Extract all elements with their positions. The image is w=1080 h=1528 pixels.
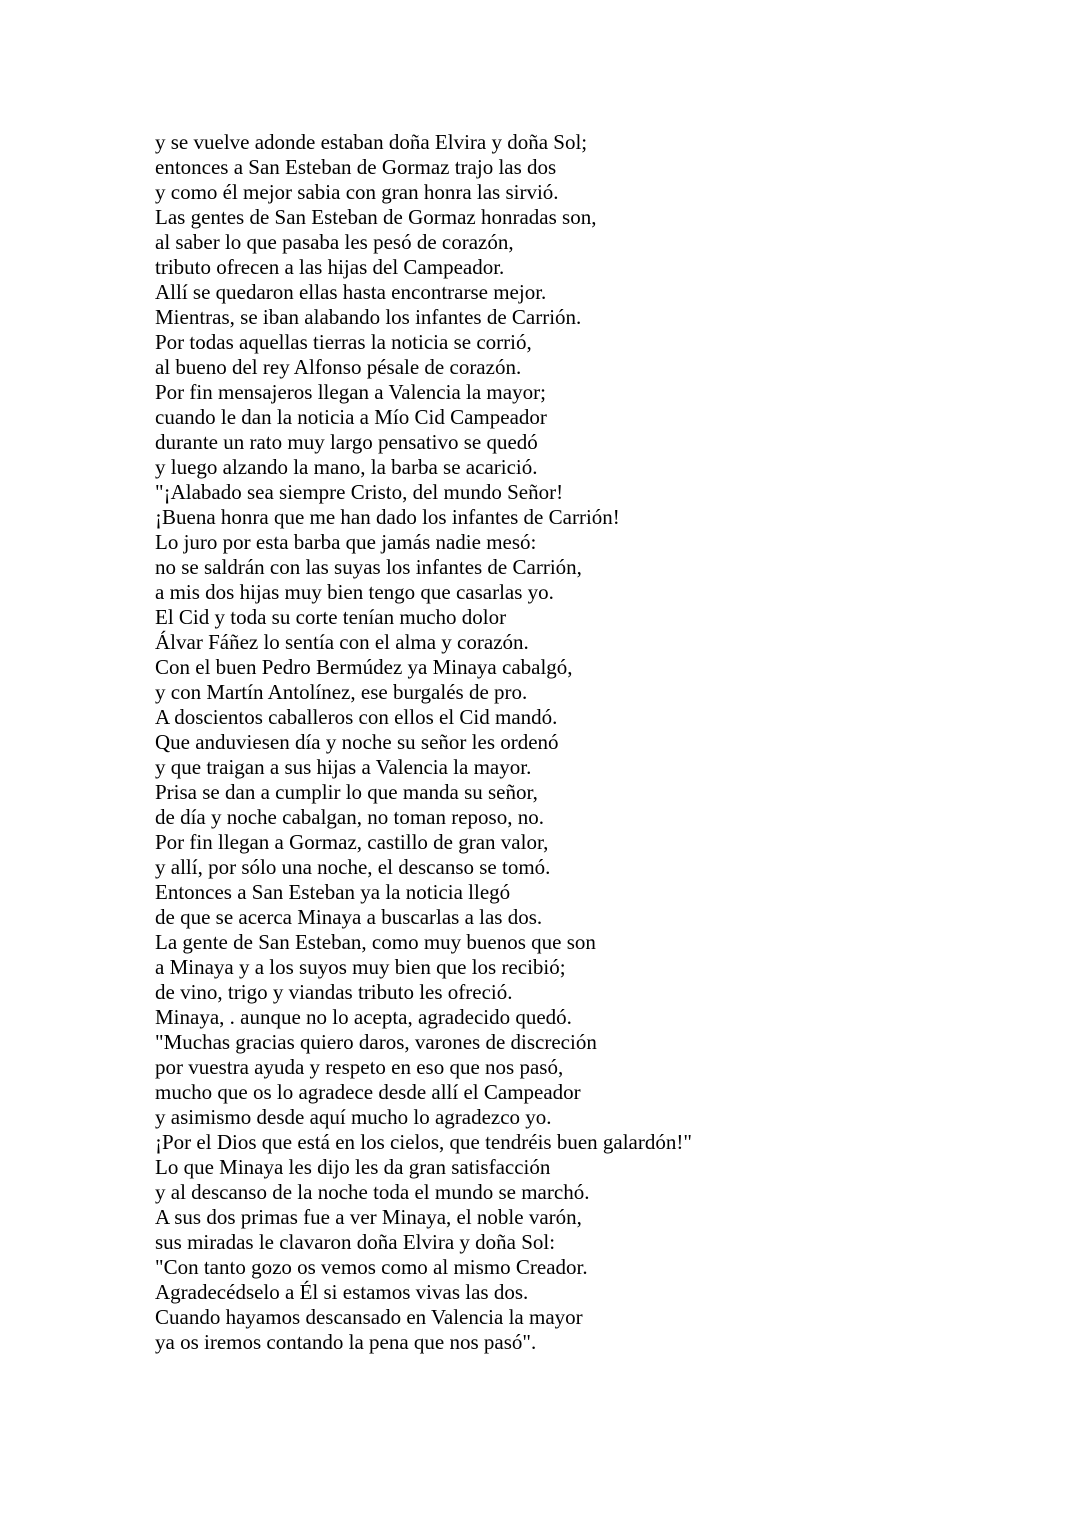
verse-line: y como él mejor sabia con gran honra las sirvió. xyxy=(155,180,559,204)
verse-line: a Minaya y a los suyos muy bien que los recibió; xyxy=(155,955,566,979)
verse-line: ya os iremos contando la pena que nos pasó". xyxy=(155,1330,537,1354)
verse-line: Por fin mensajeros llegan a Valencia la mayor; xyxy=(155,380,546,404)
verse-line: Lo juro por esta barba que jamás nadie mesó: xyxy=(155,530,537,554)
verse-line: entonces a San Esteban de Gormaz trajo las dos xyxy=(155,155,557,179)
verse-line: de que se acerca Minaya a buscarlas a las dos. xyxy=(155,905,543,929)
verse-line: sus miradas le clavaron doña Elvira y doña Sol: xyxy=(155,1230,556,1254)
verse-line: Prisa se dan a cumplir lo que manda su señor, xyxy=(155,780,538,804)
verse-line: cuando le dan la noticia a Mío Cid Campeador xyxy=(155,405,547,429)
verse-line: "Muchas gracias quiero daros, varones de discreción xyxy=(155,1030,597,1054)
verse-line: y se vuelve adonde estaban doña Elvira y doña Sol; xyxy=(155,130,588,154)
verse-line: al bueno del rey Alfonso pésale de corazón. xyxy=(155,355,522,379)
verse-line: Minaya, . aunque no lo acepta, agradecido quedó. xyxy=(155,1005,572,1029)
verse-line: por vuestra ayuda y respeto en eso que nos pasó, xyxy=(155,1055,564,1079)
verse-line: La gente de San Esteban, como muy buenos que son xyxy=(155,930,596,954)
poem-text xyxy=(155,130,692,1355)
verse-line: no se saldrán con las suyas los infantes de Carrión, xyxy=(155,555,582,579)
verse-line: al saber lo que pasaba les pesó de corazón, xyxy=(155,230,514,254)
verse-line: y asimismo desde aquí mucho lo agradezco yo. xyxy=(155,1105,552,1129)
verse-line: Por todas aquellas tierras la noticia se corrió, xyxy=(155,330,532,354)
verse-line: durante un rato muy largo pensativo se quedó xyxy=(155,430,538,454)
verse-line: Mientras, se iban alabando los infantes de Carrión. xyxy=(155,305,582,329)
verse-line: A sus dos primas fue a ver Minaya, el noble varón, xyxy=(155,1205,582,1229)
verse-line: y luego alzando la mano, la barba se acarició. xyxy=(155,455,538,479)
verse-line: Allí se quedaron ellas hasta encontrarse mejor. xyxy=(155,280,547,304)
verse-line: y al descanso de la noche toda el mundo se marchó. xyxy=(155,1180,590,1204)
verse-line: mucho que os lo agradece desde allí el Campeador xyxy=(155,1080,581,1104)
verse-line: "Con tanto gozo os vemos como al mismo Creador. xyxy=(155,1255,588,1279)
verse-line: "¡Alabado sea siempre Cristo, del mundo Señor! xyxy=(155,480,564,504)
verse-line: Las gentes de San Esteban de Gormaz honradas son, xyxy=(155,205,597,229)
verse-line: Lo que Minaya les dijo les da gran satisfacción xyxy=(155,1155,551,1179)
verse-line: Entonces a San Esteban ya la noticia llegó xyxy=(155,880,511,904)
verse-line: de vino, trigo y viandas tributo les ofreció. xyxy=(155,980,513,1004)
verse-line: ¡Buena honra que me han dado los infantes de Carrión! xyxy=(155,505,620,529)
verse-line: Álvar Fáñez lo sentía con el alma y corazón. xyxy=(155,630,529,654)
verse-line: ¡Por el Dios que está en los cielos, que tendréis buen galardón!" xyxy=(155,1130,692,1154)
verse-line: Cuando hayamos descansado en Valencia la mayor xyxy=(155,1305,583,1329)
verse-line: Con el buen Pedro Bermúdez ya Minaya cabalgó, xyxy=(155,655,573,679)
verse-line: y allí, por sólo una noche, el descanso se tomó. xyxy=(155,855,551,879)
verse-line: Que anduviesen día y noche su señor les ordenó xyxy=(155,730,559,754)
verse-line: Por fin llegan a Gormaz, castillo de gran valor, xyxy=(155,830,549,854)
verse-line: de día y noche cabalgan, no toman reposo, no. xyxy=(155,805,544,829)
verse-line: a mis dos hijas muy bien tengo que casarlas yo. xyxy=(155,580,554,604)
verse-line: y con Martín Antolínez, ese burgalés de pro. xyxy=(155,680,528,704)
verse-line: tributo ofrecen a las hijas del Campeador. xyxy=(155,255,505,279)
verse-line: El Cid y toda su corte tenían mucho dolor xyxy=(155,605,507,629)
verse-line: A doscientos caballeros con ellos el Cid mandó. xyxy=(155,705,558,729)
verse-line: Agradecédselo a Él si estamos vivas las dos. xyxy=(155,1280,529,1304)
verse-line: y que traigan a sus hijas a Valencia la mayor. xyxy=(155,755,532,779)
